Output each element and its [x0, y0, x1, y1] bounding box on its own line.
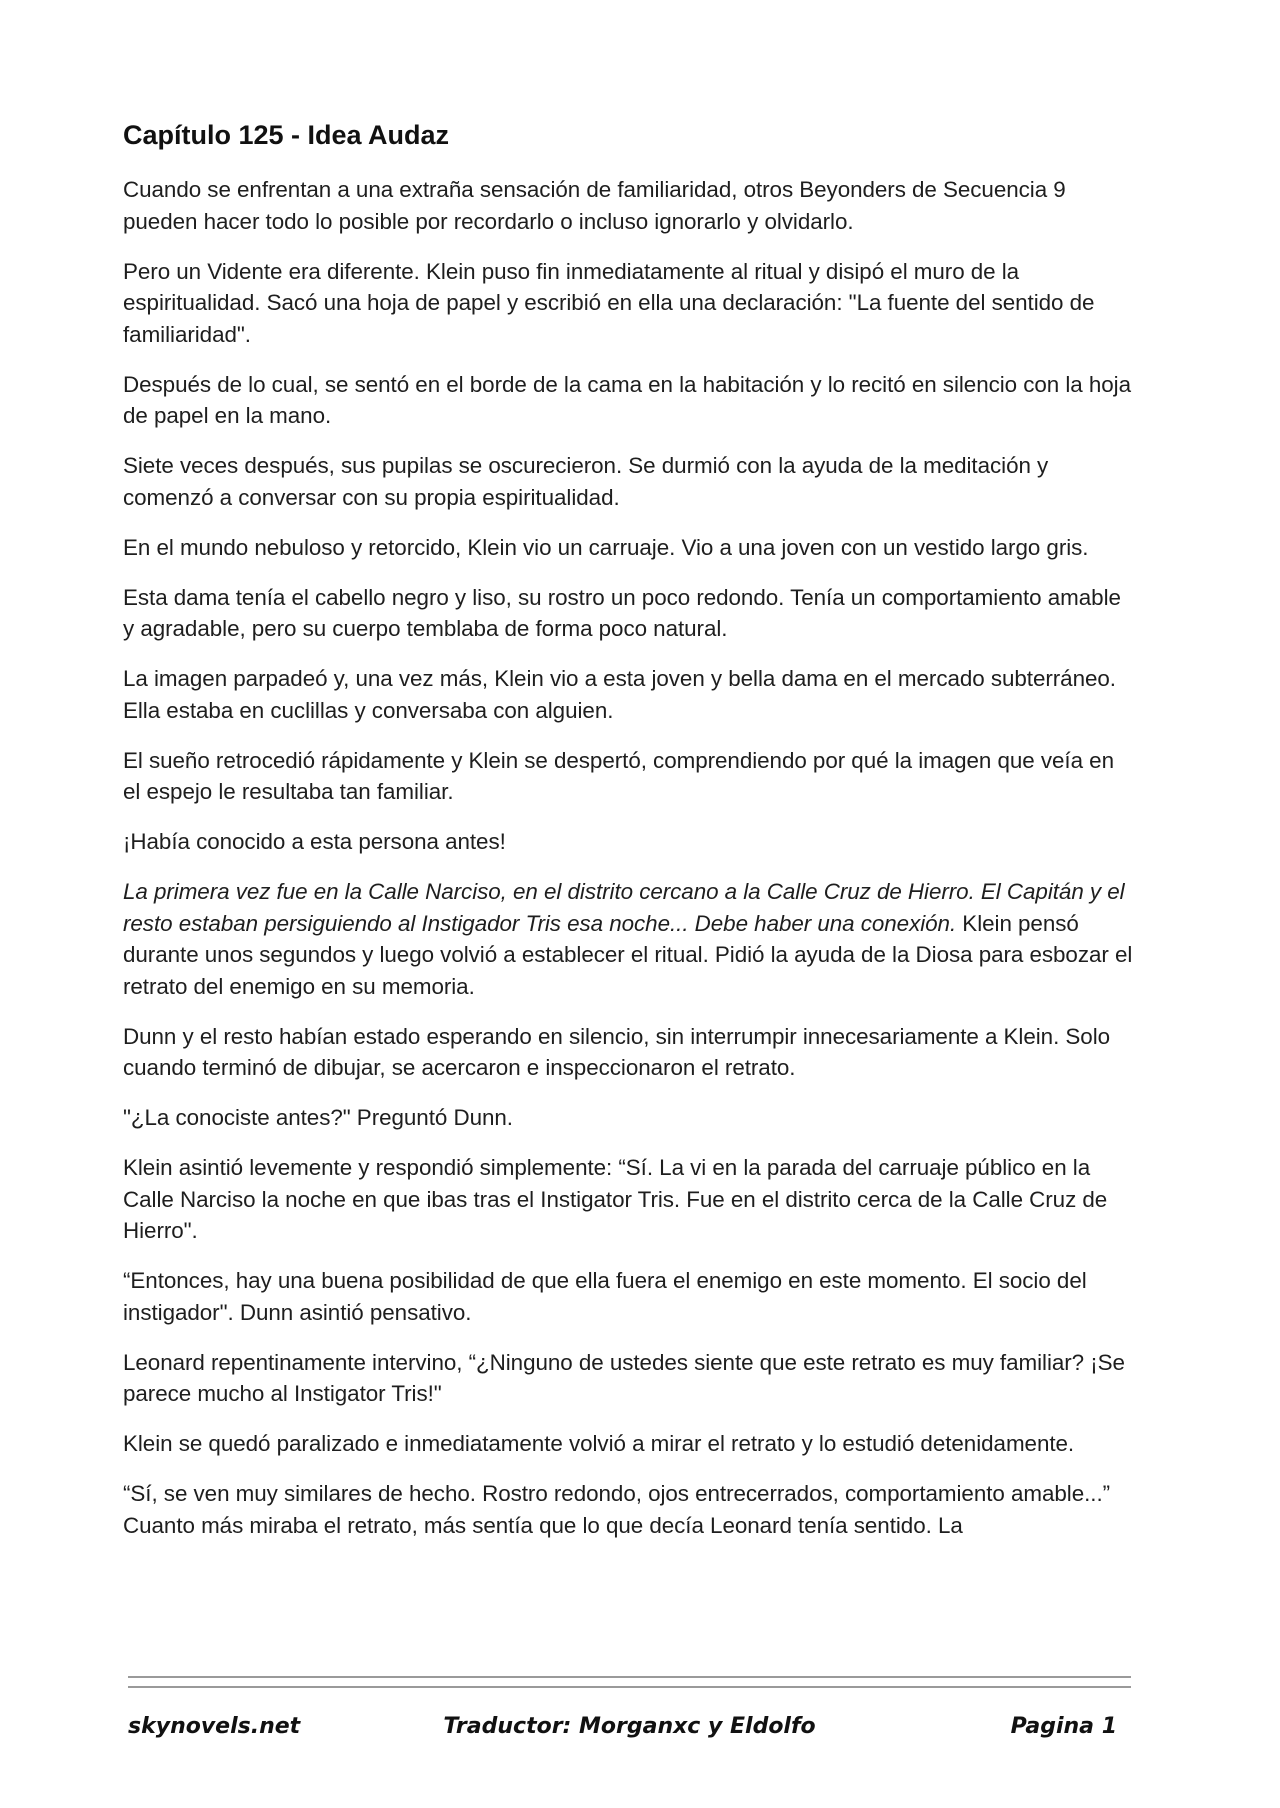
paragraph-text: Klein se quedó paralizado e inmediatamente volvió a mirar el retrato y lo estudió detenidamente.: [123, 1431, 1075, 1456]
paragraph-text: Siete veces después, sus pupilas se oscurecieron. Se durmió con la ayuda de la meditación y comenzó a conversar con su propia espiritualidad.: [123, 453, 1049, 510]
paragraph: [123, 1478, 1133, 1541]
paragraph: [123, 532, 1133, 564]
paragraph: [123, 1102, 1133, 1134]
paragraph: [123, 876, 1133, 1002]
paragraph: [123, 450, 1133, 513]
paragraph-text: En el mundo nebuloso y retorcido, Klein vio un carruaje. Vio a una joven con un vestido largo gris.: [123, 534, 1089, 560]
paragraph-list: [123, 174, 1133, 1541]
paragraph: [123, 256, 1133, 351]
paragraph-text: “Entonces, hay una buena posibilidad de que ella fuera el enemigo en este momento. El socio del instigador". Dunn asintió pensativo.: [123, 1268, 1087, 1325]
paragraph-text: ¡Había conocido a esta persona antes!: [123, 829, 506, 854]
paragraph: [123, 1428, 1133, 1460]
paragraph: [123, 745, 1133, 808]
chapter-title: Capítulo 125 - Idea Audaz: [123, 120, 450, 150]
page-footer: [128, 1714, 1131, 1750]
paragraph-text: Dunn y el resto habían estado esperando en silencio, sin interrumpir innecesariamente a Klein. Solo cuando terminó de dibujar, se acercaron e inspeccionaron el retrato.: [123, 1023, 1111, 1080]
paragraph: [123, 826, 1133, 858]
paragraph: [123, 369, 1133, 432]
footer-site: skynovels.net: [128, 1714, 301, 1739]
paragraph-text: El sueño retrocedió rápidamente y Klein se despertó, comprendiendo por qué la imagen que veía en el espejo le resultaba tan familiar.: [123, 747, 1114, 804]
paragraph: [123, 1152, 1133, 1247]
footer-page-number: Pagina 1: [1010, 1714, 1117, 1739]
paragraph-text: Pero un Vidente era diferente. Klein puso fin inmediatamente al ritual y disipó el muro de la espiritualidad. Sacó una hoja de papel y escribió en ella una declaración: "La fuente del sentido de familiaridad".: [123, 258, 1095, 347]
paragraph-text: Después de lo cual, se sentó en el borde de la cama en la habitación y lo recitó en silencio con la hoja de papel en la mano.: [123, 371, 1131, 428]
paragraph-text: Klein asintió levemente y respondió simplemente: “Sí. La vi en la parada del carruaje público en la Calle Narciso la noche en que ibas tras el Instigator Tris. Fue en el distrito cerca de la Calle Cruz de Hierro".: [123, 1155, 1108, 1243]
paragraph: [123, 663, 1133, 726]
paragraph-text: La imagen parpadeó y, una vez más, Klein vio a esta joven y bella dama en el mercado subterráneo. Ella estaba en cuclillas y conversaba con alguien.: [123, 666, 1116, 723]
paragraph: [123, 1347, 1133, 1410]
paragraph-italic-text: La primera vez fue en la Calle Narciso, en el distrito cercano a la Calle Cruz de Hierro. El Capitán y el resto estaban persiguiendo al Instigador Tris esa noche... Debe haber una conexión.: [123, 879, 1125, 936]
footer-divider-top: [128, 1676, 1131, 1678]
paragraph: [123, 1021, 1133, 1084]
paragraph-text: “Sí, se ven muy similares de hecho. Rostro redondo, ojos entrecerrados, comportamiento amable...” Cuanto más miraba el retrato, más sentía que lo que decía Leonard tenía sentido. La: [123, 1481, 1111, 1538]
paragraph: [123, 582, 1133, 645]
paragraph-text: Klein pensó durante unos segundos y luego volvió a establecer el ritual. Pidió la ayuda de la Diosa para esbozar el retrato del enemigo en su memoria.: [123, 910, 1133, 999]
paragraph: [123, 174, 1133, 237]
footer-translator: Traductor: Morganxc y Eldolfo: [443, 1714, 816, 1739]
paragraph: [123, 1265, 1133, 1328]
footer-divider-bottom: [128, 1686, 1131, 1688]
paragraph-text: Esta dama tenía el cabello negro y liso, su rostro un poco redondo. Tenía un comportamiento amable y agradable, pero su cuerpo temblaba de forma poco natural.: [123, 584, 1121, 641]
paragraph-text: Cuando se enfrentan a una extraña sensación de familiaridad, otros Beyonders de Secuencia 9 pueden hacer todo lo posible por recordarlo o incluso ignorarlo y olvidarlo.: [123, 177, 1066, 234]
paragraph-text: Leonard repentinamente intervino, “¿Ninguno de ustedes siente que este retrato es muy familiar? ¡Se parece mucho al Instigator Tris!": [123, 1349, 1125, 1406]
paragraph-text: "¿La conociste antes?" Preguntó Dunn.: [123, 1105, 513, 1130]
document-body: [123, 118, 1133, 1560]
